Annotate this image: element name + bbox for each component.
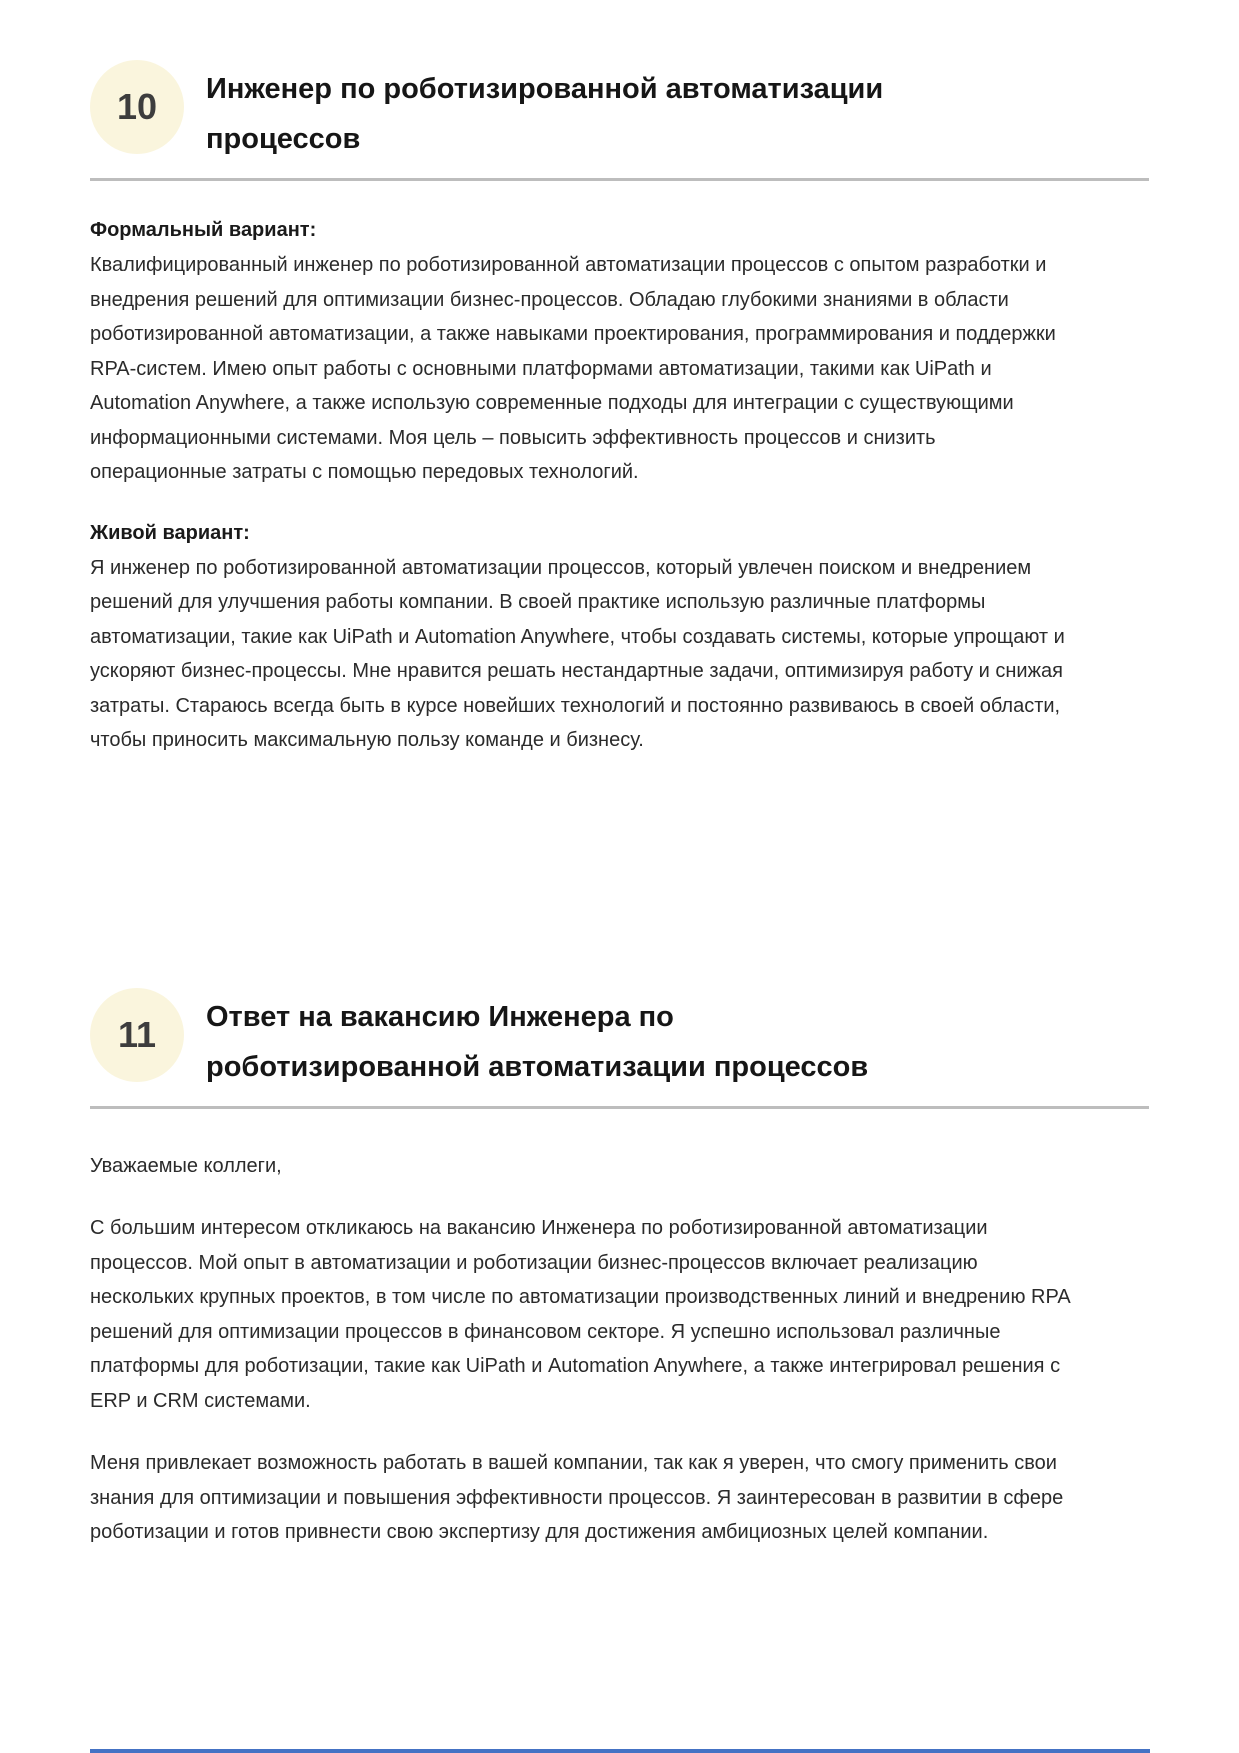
section-title-line: Ответ на вакансию Инженера по <box>206 1000 674 1033</box>
live-variant-label: Живой вариант: <box>90 521 250 544</box>
formal-variant-label: Формальный вариант: <box>90 219 317 241</box>
formal-variant-block <box>90 213 1149 490</box>
section-number-badge: 10 <box>90 60 184 154</box>
section-10-header <box>90 60 1149 164</box>
live-variant-text: Я инженер по роботизированной автоматизации процессов, который увлечен поиском и внедрением решений для улучшения работы компании. В своей практике использую различные платформы автоматизации, такие как UiPath и Automation Anywhere, чтобы создавать системы, которые упрощают и ускоряют бизнес-процессы. Мне нравится решать нестандартные задачи, оптимизируя работу и снижая затраты. Стараюсь всегда быть в курсе новейших технологий и постоянно развиваюсь в своей области, чтобы приносить максимальную пользу команде и бизнесу. <box>90 556 1065 751</box>
cover-letter-paragraph: С большим интересом откликаюсь на вакансию Инженера по роботизированной автоматизации процессов. Мой опыт в автоматизации и роботизации бизнес-процессов включает реализацию нескольких крупных проектов, в том числе по автоматизации производственных линий и внедрению RPA решений для оптимизации процессов в финансовом секторе. Я успешно использовал различные платформы для роботизации, такие как UiPath и Automation Anywhere, а также интегрировал решения с ERP и CRM системами. <box>90 1217 1070 1412</box>
greeting-paragraph: Уважаемые коллеги, <box>90 1154 282 1177</box>
section-11-header <box>90 988 1149 1092</box>
section-divider <box>90 1106 1149 1109</box>
next-section-accent-bar <box>90 1749 1150 1753</box>
section-divider <box>90 178 1149 181</box>
live-variant-block <box>90 516 1149 758</box>
formal-variant-text: Квалифицированный инженер по роботизированной автоматизации процессов с опытом разработки и внедрения решений для оптимизации бизнес-процессов. Обладаю глубокими знаниями в области роботизированной автоматизации, а также навыками проектирования, программирования и поддержки RPA-систем. Имею опыт работы с основными платформами автоматизации, такими как UiPath и Automation Anywhere, а также использую современные подходы для интеграции с существующими информационными системами. Моя цель – повысить эффективность процессов и снизить операционные затраты с помощью передовых технологий. <box>90 254 1056 483</box>
section-11 <box>90 988 1149 1550</box>
section-title: Инженер по роботизированной автоматизации процессов <box>206 73 884 155</box>
section-10 <box>90 60 1149 758</box>
section-title-line: роботизированной автоматизации процессов <box>206 1050 869 1083</box>
section-number-badge: 11 <box>90 988 184 1082</box>
section-title <box>206 988 868 1092</box>
cover-letter-paragraph: Меня привлекает возможность работать в вашей компании, так как я уверен, что смогу применить свои знания для оптимизации и повышения эффективности процессов. Я заинтересован в развитии в сфере роботизации и готов привнести свою экспертизу для достижения амбициозных целей компании. <box>90 1452 1064 1543</box>
